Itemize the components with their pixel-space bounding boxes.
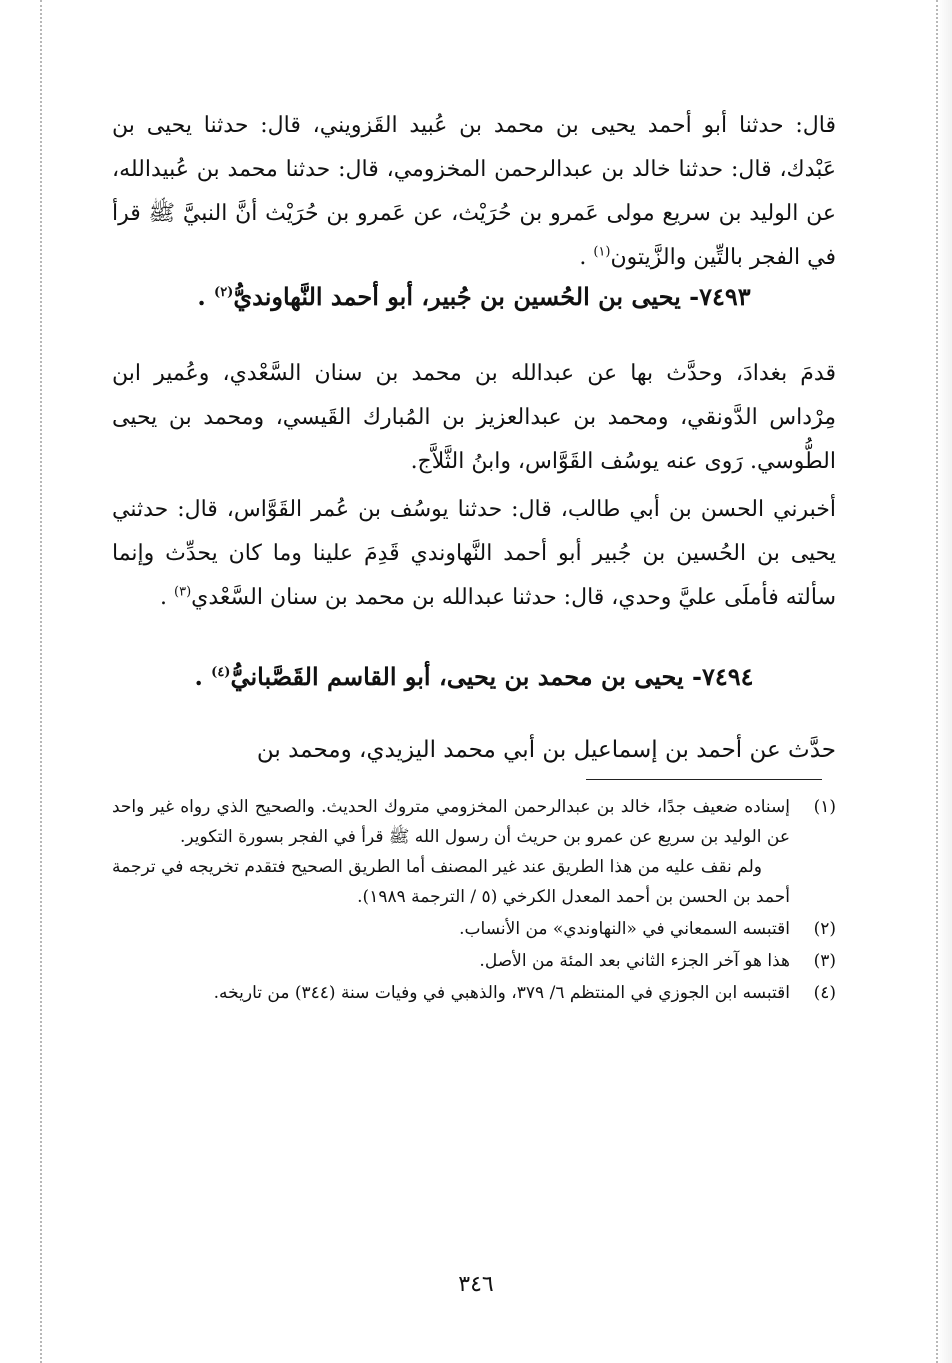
footnote-1 (112, 792, 836, 912)
entry-7493-paragraph-2: أخبرني الحسن بن أبي طالب، قال: حدثنا يوسُف بن عُمر القَوَّاس، قال: حدثني يحيى بن الحُسين بن جُبير أبو أحمد النَّهاوندي قَدِمَ علينا وما كان يحدِّث وإنما سألته فأملَى عليَّ وحدي، قال: حدثنا عبدالله بن محمد بن سنان السَّعْدي$^{(٣)}$ . (112, 497, 836, 610)
opening-paragraph-text: قال: حدثنا أبو أحمد يحيى بن محمد بن عُبيد القَزويني، قال: حدثنا يحيى بن عَبْدك، قال: حدثنا خالد بن عبدالرحمن المخزومي، قال: حدثنا محمد بن عُبيدالله، عن الوليد بن سريع مولى عَمرو بن حُرَيْث، عن عَمرو بن حُرَيْث أنَّ النبيَّ ﷺ قرأ في الفجر بالتِّين والزَّيتون (112, 113, 836, 270)
footnote-number: (٣) (813, 951, 836, 971)
footnote-text: اقتبسه ابن الجوزي في المنتظم ٦/ ٣٧٩، والذهبي في وفيات سنة (٣٤٤) من تاريخه. (213, 983, 790, 1003)
footnote-continuation: ولم نقف عليه من هذا الطريق عند غير المصنف أما الطريق الصحيح فتقدم تخريجه في ترجمة أحمد بن الحسن بن أحمد المعدل الكرخي (٥ / الترجمة ١٩٨٩). (112, 857, 790, 907)
entry-7494-paragraph: حدَّث عن أحمد بن إسماعيل بن أبي محمد اليزيدي، ومحمد بن (256, 737, 836, 763)
footnote-ref-4: (٤) (211, 665, 231, 680)
entry-heading-7494: ٧٤٩٤- يحيى بن محمد بن يحيى، أبو القاسم القَصَّبانيُّ$^{(٤)}$ . (194, 662, 754, 691)
footnote-ref-1: (١) (593, 244, 611, 260)
footnote-text: اقتبسه السمعاني في «النهاوندي» من الأنساب. (459, 919, 790, 939)
footnote-2 (112, 914, 836, 944)
entry-7493-paragraph-2-text: أخبرني الحسن بن أبي طالب، قال: حدثنا يوسُف بن عُمر القَوَّاس، قال: حدثني يحيى بن الحُسين بن جُبير أبو أحمد النَّهاوندي قَدِمَ علينا وما كان يحدِّث وإنما سألته فأملَى عليَّ وحدي، قال: حدثنا عبدالله بن محمد بن سنان السَّعْدي (112, 497, 836, 610)
scan-margin-line-left (40, 0, 42, 1363)
footnote-ref-2: (٢) (214, 285, 234, 300)
footnote-number: (٢) (813, 919, 836, 939)
footnote-4 (112, 978, 836, 1008)
entry-heading-7493: ٧٤٩٣- يحيى بن الحُسين بن جُبير، أبو أحمد النَّهاونديُّ$^{(٢)}$ . (197, 282, 751, 311)
footnote-separator (586, 779, 822, 780)
entry-heading-7494-text: ٧٤٩٤- يحيى بن محمد بن يحيى، أبو القاسم القَصَّبانيُّ (230, 662, 754, 691)
footnotes-section (112, 792, 836, 1010)
footnote-number: (٤) (813, 983, 836, 1003)
entry-7493-paragraph-1: قدمَ بغدادَ، وحدَّث بها عن عبدالله بن محمد بن سنان السَّعْدي، وعُمير ابن مِرْداس الدَّونقي، ومحمد بن عبدالعزيز بن المُبارك القَيسي، ومحمد بن يحيى الطُّوسي. رَوى عنه يوسُف القَوَّاس، وابنُ الثَّلاَّج. (112, 361, 836, 474)
opening-paragraph: قال: حدثنا أبو أحمد يحيى بن محمد بن عُبيد القَزويني، قال: حدثنا يحيى بن عَبْدك، قال: حدثنا خالد بن عبدالرحمن المخزومي، قال: حدثنا محمد بن عُبيدالله، عن الوليد بن سريع مولى عَمرو بن حُرَيْث، عن عَمرو بن حُرَيْث أنَّ النبيَّ ﷺ قرأ في الفجر بالتِّين والزَّيتون$^{(١)}$ . (112, 113, 836, 270)
scan-edge-shadow (938, 0, 952, 1363)
footnote-text: إسناده ضعيف جدًا، خالد بن عبدالرحمن المخزومي متروك الحديث. والصحيح الذي رواه غير واحد عن الوليد بن سريع عن عمرو بن حريث أن رسول الله ﷺ قرأ في الفجر بسورة التكوير. (112, 797, 790, 847)
footnote-text: هذا هو آخر الجزء الثاني بعد المئة من الأصل. (479, 951, 790, 971)
footnote-ref-3: (٣) (174, 584, 192, 600)
entry-heading-7493-text: ٧٤٩٣- يحيى بن الحُسين بن جُبير، أبو أحمد النَّهاونديُّ (233, 282, 751, 311)
footnote-number: (١) (813, 797, 836, 817)
footnote-3 (112, 946, 836, 976)
page-number: ٣٤٦ (458, 1272, 494, 1297)
